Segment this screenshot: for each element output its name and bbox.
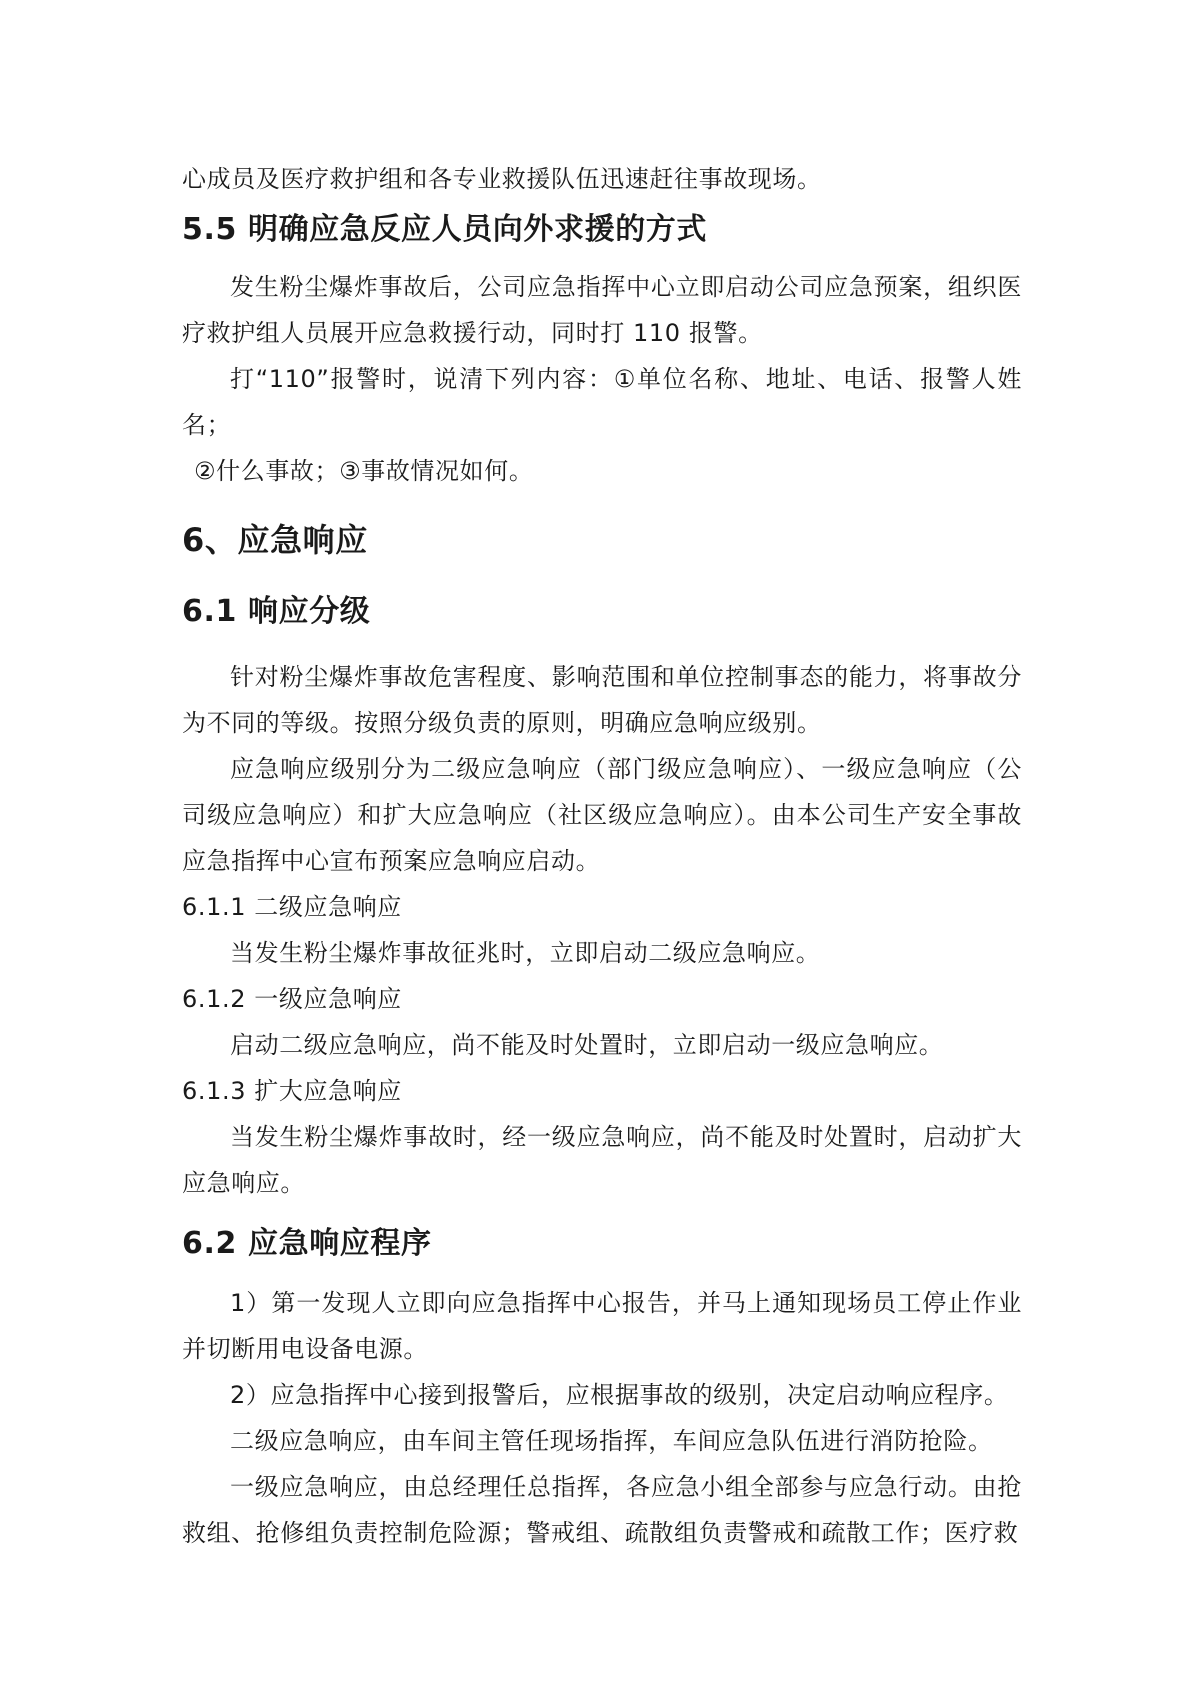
paragraph-6-1-1: 当发生粉尘爆炸事故征兆时，立即启动二级应急响应。 bbox=[230, 939, 821, 967]
paragraph-6-2-3: 二级应急响应，由车间主管任现场指挥，车间应急队伍进行消防抢险。 bbox=[230, 1427, 993, 1455]
section-heading-6-2: 6.2 应急响应程序 bbox=[182, 1226, 432, 1261]
paragraph-5-5-b-line1: 打“110”报警时，说清下列内容：①单位名称、地址、电话、报警人姓名； bbox=[182, 365, 1022, 439]
subsection-heading-6-1-2: 6.1.2 一级应急响应 bbox=[182, 985, 402, 1013]
paragraph-6-1-3: 当发生粉尘爆炸事故时，经一级应急响应，尚不能及时处置时，启动扩大应急响应。 bbox=[182, 1123, 1022, 1197]
paragraph-5-5-b-line2: ②什么事故；③事故情况如何。 bbox=[194, 457, 534, 485]
paragraph-6-1-2: 启动二级应急响应，尚不能及时处置时，立即启动一级应急响应。 bbox=[230, 1031, 944, 1059]
paragraph-intro-continuation: 心成员及医疗救护组和各专业救援队伍迅速赶往事故现场。 bbox=[182, 165, 822, 193]
subsection-heading-6-1-1: 6.1.1 二级应急响应 bbox=[182, 893, 402, 921]
paragraph-5-5-a: 发生粉尘爆炸事故后，公司应急指挥中心立即启动公司应急预案，组织医疗救护组人员展开应急救援行动，同时打 110 报警。 bbox=[182, 273, 1022, 347]
subsection-heading-6-1-3: 6.1.3 扩大应急响应 bbox=[182, 1077, 402, 1105]
section-heading-6-1: 6.1 响应分级 bbox=[182, 594, 371, 629]
document-body bbox=[182, 156, 1022, 1556]
paragraph-6-2-1: 1）第一发现人立即向应急指挥中心报告，并马上通知现场员工停止作业并切断用电设备电源。 bbox=[182, 1289, 1022, 1363]
section-heading-5-5: 5.5 明确应急反应人员向外求援的方式 bbox=[182, 212, 707, 247]
paragraph-6-2-4: 一级应急响应，由总经理任总指挥，各应急小组全部参与应急行动。由抢救组、抢修组负责控制危险源；警戒组、疏散组负责警戒和疏散工作；医疗救 bbox=[182, 1473, 1022, 1547]
paragraph-6-1-a: 针对粉尘爆炸事故危害程度、影响范围和单位控制事态的能力，将事故分为不同的等级。按照分级负责的原则，明确应急响应级别。 bbox=[182, 663, 1022, 737]
chapter-heading-6: 6、应急响应 bbox=[182, 521, 368, 559]
paragraph-6-2-2: 2）应急指挥中心接到报警后，应根据事故的级别，决定启动响应程序。 bbox=[230, 1381, 1009, 1409]
paragraph-6-1-b: 应急响应级别分为二级应急响应（部门级应急响应）、一级应急响应（公司级应急响应）和扩大应急响应（社区级应急响应）。由本公司生产安全事故应急指挥中心宣布预案应急响应启动。 bbox=[182, 755, 1022, 875]
